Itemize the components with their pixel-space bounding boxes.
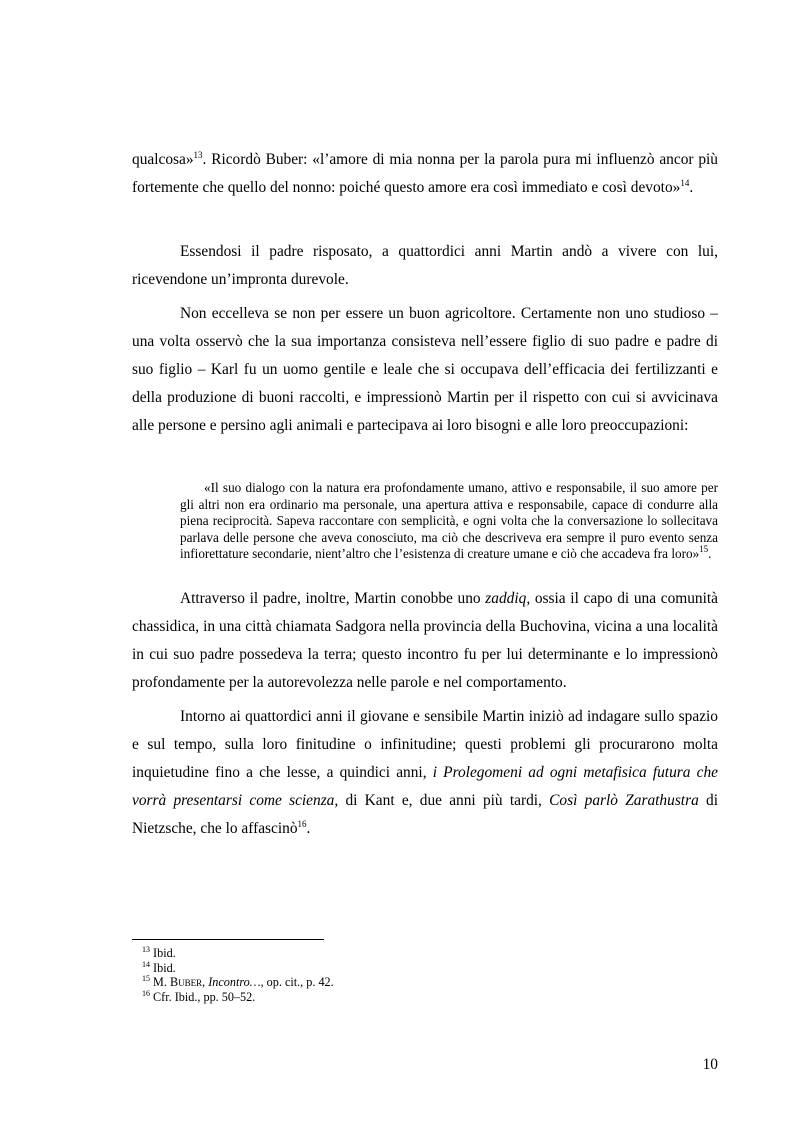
page-number: 10 [702,1056,718,1073]
nietzsche-title: Così parlò Zarathustra [549,792,699,809]
paragraph-4: Attraverso il padre, inoltre, Martin conobbe uno zaddiq, ossia il capo di una comunità chassidica, in una città chiamata Sadgora nella provincia della Buchovina, vicina a una località in cui suo padre possedeva la terra; questo incontro fu per lui determinante e lo impressionò profondamente per la autorevolezza nelle parole e nel comportamento. [132,590,719,691]
block-quote: «Il suo dialogo con la natura era profondamente umano, attivo e responsabile, il suo amore per gli altri non era ordinario ma personale, una apertura attiva e responsabile, capace di condurre alla piena reciprocità. Sapeva raccontare con semplicità, e ogni volta che la conversazione lo sollecitava parlava delle persone che aveva conosciuto, ma ciò che descriveva era sempre il puro evento senza infiorettature secondarie, nient’altro che l’esistenza di creature umane e ciò che accadeva fra loro»$^{15}$. [180,480,718,561]
footnote-ref-14: 14 [680,178,690,188]
zaddiq-term: zaddiq, [485,590,531,607]
footnotes-list [142,946,702,1004]
footnote-ref-15: 15 [699,544,709,554]
paragraph-5: Intorno ai quattordici anni il giovane e sensibile Martin iniziò ad indagare sullo spazio e sul tempo, sulla loro finitudine o infinitudine; questi problemi gli procurarono molta inquietudine fino a che lesse, a quindici anni, i Prolegomeni ad ogni metafisica futura che vorrà presentarsi come scienza, di Kant e, due anni più tardi, Così parlò Zarathustra di Nietzsche, che lo affascinò$^{16}$. [132,708,718,837]
kant-title: i Prolegomeni ad ogni metafisica futura che vorrà presentarsi come scienza, [132,764,718,809]
footnote-14: $^{14}$ Ibid. [142,959,176,975]
paragraph-2: Essendosi il padre risposato, a quattordici anni Martin andò a vivere con lui, ricevendone un’impronta durevole. [132,243,718,288]
footnote-ref-16: 16 [297,819,307,829]
footnote-13: $^{13}$ Ibid. [142,945,176,960]
footnote-ref-13: 13 [193,150,203,160]
paragraph-3: Non eccelleva se non per essere un buon agricoltore. Certamente non uno studioso – una volta osservò che la sua importanza consisteva nell’essere figlio di suo padre e padre di suo figlio – Karl fu un uomo gentile e leale che si occupava dell’efficacia dei fertilizzanti e della produzione di buoni raccolti, e impressionò Martin per il rispetto con cui si avvicinava alle persone e persino agli animali e partecipava ai loro bisogni e alle loro preoccupazioni: [132,305,718,434]
footnote-separator [132,939,324,940]
footnote-16: $^{16}$ Cfr. Ibid., pp. 50–52. [142,988,256,1004]
paragraph-1: qualcosa»$^{13}$. Ricordò Buber: «l’amore di mia nonna per la parola pura mi influenzò ancor più fortemente che quello del nonno: poiché questo amore era così immediato e così devoto»$^{14}$. [132,150,718,196]
footnote-15: $^{15}$ M. Buber, Incontro…, op. cit., p. 42. [142,974,334,990]
